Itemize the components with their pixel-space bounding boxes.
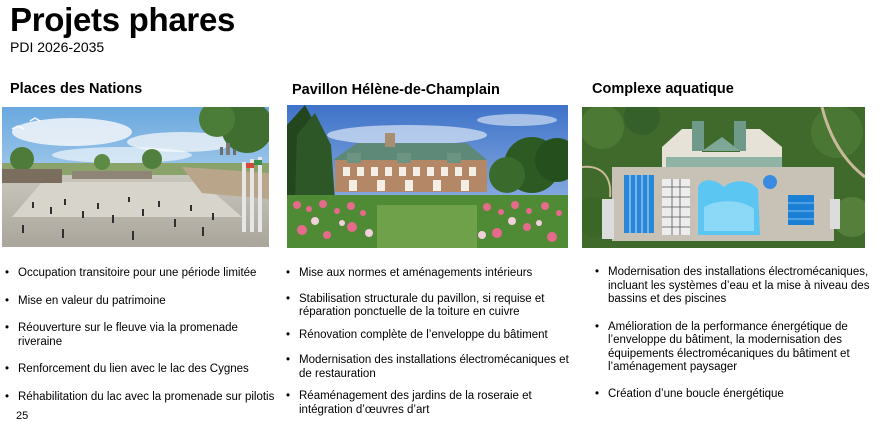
bullet-text: Mise en valeur du patrimoine	[18, 294, 166, 307]
aquatic-complex-image	[582, 107, 865, 248]
list-item	[5, 267, 275, 281]
column-title-complexe-aquatique: Complexe aquatique	[592, 81, 734, 97]
bullet-dot: •	[595, 320, 600, 333]
bullet-text: Rénovation complète de l’enveloppe du bâtiment	[299, 328, 548, 341]
bullet-text: Mise aux normes et aménagements intérieurs	[299, 267, 533, 279]
bullet-text: Modernisation des installations électromécaniques et de restauration	[299, 354, 569, 380]
bullet-list-places-des-nations	[5, 267, 275, 404]
plaza-rendering-image	[2, 107, 269, 247]
bullet-text: Création d’une boucle énergétique	[608, 387, 784, 400]
bullet-list-pavillon	[286, 267, 571, 417]
list-item	[595, 388, 870, 402]
bullet-text: Occupation transitoire pour une période limitée	[18, 267, 257, 279]
bullet-text: Amélioration de la performance énergétique de l’enveloppe du bâtiment, la modernisation des équipements électromécaniques du bâtiment et l’aménagement paysager	[608, 320, 850, 373]
list-item	[5, 322, 248, 349]
bullet-dot: •	[5, 294, 10, 307]
bullet-text: Stabilisation structurale du pavillon, si requise et réparation ponctuelle de la toiture en cuivre	[299, 292, 545, 318]
bullet-dot: •	[286, 267, 291, 279]
list-item	[286, 267, 571, 281]
bullet-text: Modernisation des installations électromécaniques, incluant les systèmes d’eau et la mise à niveau des bassins et des piscines	[608, 266, 870, 305]
slide-title: Projets phares	[10, 1, 236, 38]
list-item	[286, 354, 579, 381]
pavilion-garden-image	[287, 105, 568, 248]
bullet-dot: •	[286, 390, 291, 402]
bullet-list-complexe-aquatique	[595, 266, 870, 401]
bullet-dot: •	[286, 292, 291, 305]
list-item	[595, 321, 870, 375]
bullet-dot: •	[286, 328, 291, 341]
bullet-dot: •	[5, 322, 10, 334]
bullet-dot: •	[5, 363, 10, 375]
bullet-dot: •	[5, 267, 10, 279]
column-title-places-des-nations: Places des Nations	[10, 81, 143, 97]
bullet-dot: •	[5, 390, 10, 403]
list-item	[286, 390, 549, 417]
list-item	[286, 329, 571, 343]
bullet-text: Renforcement du lien avec le lac des Cygnes	[18, 363, 249, 375]
page-number: 25	[16, 410, 29, 422]
list-item	[286, 293, 559, 320]
bullet-dot: •	[286, 354, 291, 366]
bullet-text: Réouverture sur le fleuve via la promenade riveraine	[18, 322, 238, 348]
bullet-text: Réaménagement des jardins de la roseraie et intégration d’œuvres d’art	[299, 390, 532, 416]
list-item	[5, 295, 275, 309]
bullet-text: Réhabilitation du lac avec la promenade sur pilotis	[18, 390, 275, 403]
list-item	[5, 363, 275, 377]
bullet-dot: •	[595, 266, 600, 278]
bullet-dot: •	[595, 387, 600, 400]
slide-subtitle: PDI 2026-2035	[10, 39, 105, 55]
column-title-pavillon: Pavillon Hélène-de-Champlain	[292, 82, 500, 98]
list-item	[595, 266, 870, 307]
list-item	[5, 391, 275, 405]
